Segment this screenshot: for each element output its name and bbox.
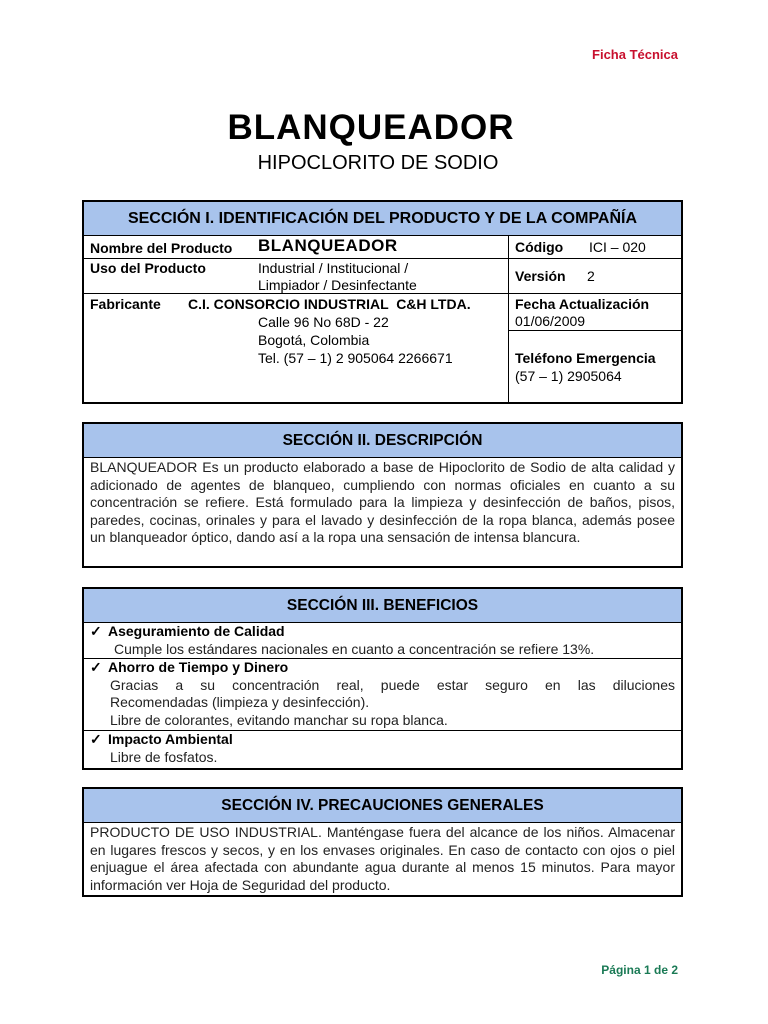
product-title: BLANQUEADOR [227, 108, 515, 147]
product-name-value: BLANQUEADOR [258, 236, 398, 255]
checkmark-icon: ✓ [90, 623, 102, 639]
code-value: ICI – 020 [589, 239, 646, 255]
benefit-item [84, 731, 681, 767]
manufacturer-name: C.I. CONSORCIO INDUSTRIAL C&H LTDA. [188, 296, 471, 312]
checkmark-icon: ✓ [90, 659, 102, 675]
product-use-label: Uso del Producto [90, 260, 206, 276]
code-label: Código [515, 239, 564, 255]
benefit-line: Recomendadas (limpieza y desinfección). [110, 694, 370, 711]
emergency-phone-label: Teléfono Emergencia [515, 350, 656, 366]
product-use-line1: Industrial / Institucional / [258, 260, 409, 276]
benefit-line: Libre de fosfatos. [110, 748, 218, 765]
section-precautions [82, 787, 683, 897]
address-line2: Bogotá, Colombia [258, 332, 370, 348]
section-identification [82, 200, 683, 404]
document-type-label: Ficha Técnica [592, 47, 678, 62]
phone-line: Tel. (57 – 1) 2 905064 2266671 [258, 350, 453, 366]
update-date-label: Fecha Actualización [515, 296, 650, 312]
benefit-title: Ahorro de Tiempo y Dinero [108, 659, 289, 675]
product-subtitle: HIPOCLORITO DE SODIO [257, 152, 499, 174]
address-line1: Calle 96 No 68D - 22 [258, 314, 389, 330]
benefit-line: Libre de colorantes, evitando manchar su ropa blanca. [110, 711, 448, 728]
benefit-item [84, 623, 681, 659]
section-precautions-heading: SECCIÓN IV. PRECAUCIONES GENERALES [84, 789, 681, 823]
checkmark-icon: ✓ [90, 731, 102, 747]
version-label: Versión [515, 268, 566, 284]
section-benefits-heading: SECCIÓN III. BENEFICIOS [84, 589, 681, 623]
page-number: Página 1 de 2 [601, 963, 678, 977]
benefit-line: Cumple los estándares nacionales en cuanto a concentración se refiere 13%. [114, 640, 595, 657]
section-benefits [82, 587, 683, 770]
version-value: 2 [587, 268, 595, 284]
section-identification-heading: SECCIÓN I. IDENTIFICACIÓN DEL PRODUCTO Y DE LA COMPAÑÍA [84, 202, 681, 236]
product-use-line2: Limpiador / Desinfectante [258, 277, 417, 293]
benefit-line: Gracias a su concentración real, puede estar seguro en las diluciones [110, 676, 675, 693]
product-name-label: Nombre del Producto [90, 240, 233, 256]
section-description [82, 422, 683, 568]
emergency-phone-value: (57 – 1) 2905064 [515, 368, 622, 384]
description-text: BLANQUEADOR Es un producto elaborado a base de Hipoclorito de Sodio de alta calidad y adicionado de agentes de blanqueo, cumpliendo con normas oficiales en cuanto a su concentración se refiere. Está formulado para la limpieza y desinfección de baños, pisos, paredes, cocinas, orinales y para el lavado y desinfección de la ropa blanca, además posee un blanqueador óptico, dando así a la ropa una sensación de intensa blancura. [90, 459, 675, 546]
section-description-heading: SECCIÓN II. DESCRIPCIÓN [84, 424, 681, 458]
benefit-title: Aseguramiento de Calidad [108, 623, 285, 639]
benefit-item [84, 659, 681, 731]
precautions-text: PRODUCTO DE USO INDUSTRIAL. Manténgase fuera del alcance de los niños. Almacenar en lugares frescos y secos, y en los envases originales. En caso de contacto con ojos o piel enjuague el área afectada con abundante agua durante al menos 15 minutos. Para mayor información ver Hoja de Seguridad del producto. [90, 824, 675, 893]
manufacturer-label: Fabricante [90, 296, 161, 312]
update-date-value: 01/06/2009 [515, 313, 586, 329]
benefit-title: Impacto Ambiental [108, 731, 233, 747]
